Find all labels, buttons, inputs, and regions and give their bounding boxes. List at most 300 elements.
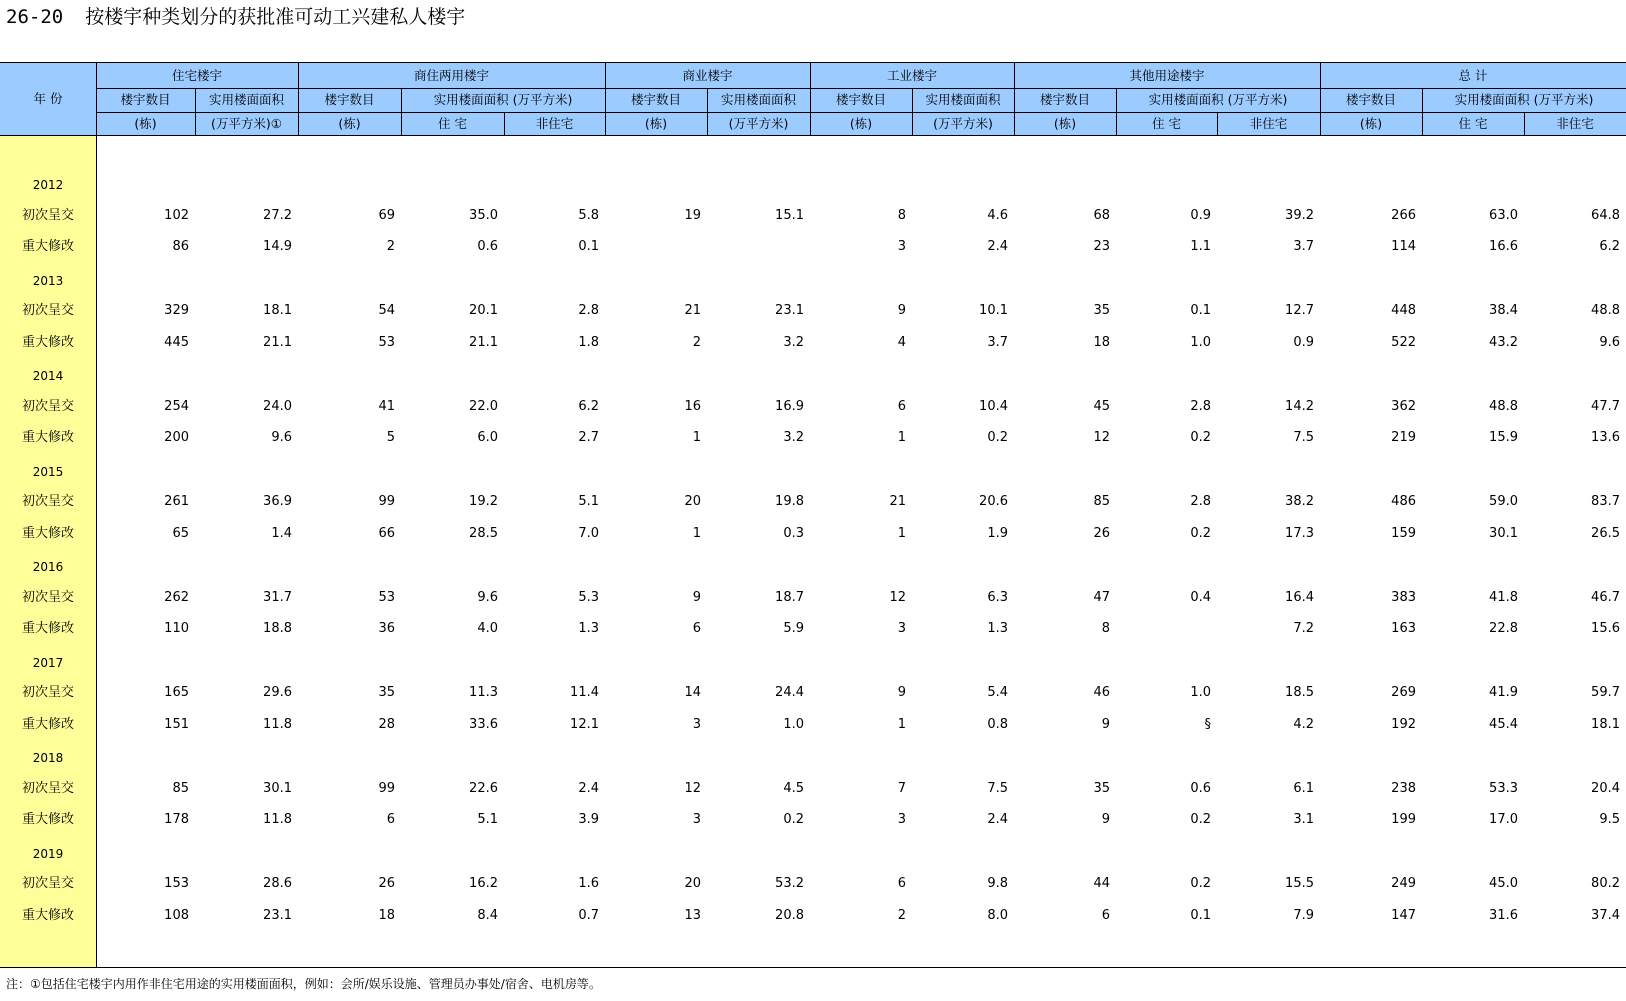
- table-cell: 15.1: [775, 207, 804, 223]
- table-cell: 0.2: [987, 430, 1008, 445]
- table-cell: 4.0: [477, 621, 498, 636]
- table-cell: 36.9: [263, 494, 292, 509]
- footnote: 注：①包括住宅楼宇内用作非住宅用途的实用楼面面积，例如：会所/娱乐设施、管理员办事处/宿舍、电机房等。: [6, 977, 601, 991]
- table-cell: 47.7: [1591, 398, 1620, 414]
- table-cell: 53.3: [1489, 780, 1518, 796]
- table-cell: 3: [897, 812, 906, 827]
- table-cell: 1.8: [578, 334, 599, 350]
- row-label-major: 重大修改: [21, 716, 74, 732]
- table-cell: 108: [164, 907, 189, 923]
- row-label-first: 初次呈交: [21, 303, 74, 318]
- table-cell: 2.7: [578, 430, 599, 445]
- year-label: 2018: [32, 751, 64, 765]
- row-label-first: 初次呈交: [21, 494, 74, 509]
- table-cell: 165: [164, 685, 189, 700]
- table-cell: 86: [172, 239, 189, 254]
- header-rule: [0, 135, 1626, 136]
- table-cell: 522: [1391, 334, 1416, 350]
- table-cell: 4: [897, 334, 906, 350]
- table-cell: 192: [1391, 716, 1416, 732]
- row-label-first: 初次呈交: [21, 876, 74, 891]
- table-cell: 59.7: [1591, 685, 1620, 700]
- header-count-label: 楼宇数目: [324, 92, 375, 107]
- table-cell: 28: [378, 716, 395, 732]
- table-cell: 114: [1391, 239, 1416, 254]
- table-cell: 53: [378, 334, 395, 350]
- table-cell: 1.3: [987, 621, 1008, 636]
- header-group-0: 住宅楼宇: [171, 67, 222, 83]
- table-cell: 9.5: [1599, 812, 1620, 827]
- row-label-major: 重大修改: [21, 239, 74, 254]
- table-cell: 12: [889, 589, 906, 605]
- table-cell: 7.0: [578, 525, 599, 541]
- table-cell: 44: [1093, 876, 1110, 891]
- table-cell: 6: [897, 876, 906, 891]
- row-label-major: 重大修改: [21, 621, 74, 636]
- table-cell: 19: [684, 207, 701, 223]
- header-count-unit: (栋): [1359, 115, 1383, 131]
- table-cell: 20: [684, 876, 701, 891]
- table-cell: 7.5: [1293, 430, 1314, 445]
- table-cell: 0.9: [1293, 334, 1314, 350]
- table-cell: 9: [897, 303, 906, 318]
- table-cell: 20.6: [979, 494, 1008, 509]
- header-area-split-label: 实用楼面面积 (万平方米): [433, 92, 573, 107]
- table-cell: 0.2: [1190, 525, 1211, 541]
- table-cell: 11.8: [263, 812, 292, 827]
- table-cell: 3: [692, 716, 701, 732]
- row-label-major: 重大修改: [21, 907, 74, 923]
- table-cell: 147: [1391, 907, 1416, 923]
- table-cell: 63.0: [1489, 207, 1518, 223]
- table-cell: 254: [164, 398, 189, 414]
- table-cell: 46.7: [1591, 589, 1620, 605]
- table-cell: 0.3: [783, 525, 804, 541]
- year-label: 2012: [32, 178, 64, 192]
- table-cell: 0.1: [1190, 907, 1211, 923]
- table-cell: 8: [1101, 621, 1110, 636]
- table-cell: 26: [378, 876, 395, 891]
- column-rule: [96, 63, 97, 967]
- table-cell: 20.1: [469, 303, 498, 318]
- table-cell: 2: [386, 239, 395, 254]
- table-cell: 1.9: [987, 525, 1008, 541]
- table-cell: 13: [684, 907, 701, 923]
- header-area-label: 实用楼面面积: [720, 92, 796, 107]
- table-cell: 0.9: [1190, 207, 1211, 223]
- header-count-unit: (栋): [338, 115, 361, 131]
- table-cell: 2: [692, 334, 701, 350]
- table-cell: 41: [378, 398, 395, 414]
- table-cell: 3: [897, 239, 906, 254]
- table-cell: 11.8: [263, 716, 292, 732]
- table-cell: 21: [889, 494, 906, 509]
- table-cell: 83.7: [1591, 494, 1620, 509]
- table-cell: 199: [1391, 812, 1416, 827]
- header-area-label: 实用楼面面积: [925, 92, 1001, 107]
- table-cell: 2.8: [1190, 494, 1211, 509]
- table-cell: 1: [897, 430, 906, 445]
- table-cell: 65: [172, 525, 189, 541]
- table-cell: 6.2: [578, 398, 599, 414]
- table-cell: 23: [1093, 239, 1110, 254]
- table-cell: 53: [378, 589, 395, 605]
- table-cell: 7.5: [987, 780, 1008, 796]
- header-residential: 住 宅: [1152, 115, 1181, 131]
- header-group-5: 总 计: [1458, 67, 1488, 83]
- table-cell: 28.5: [469, 525, 498, 541]
- table-cell: 9: [1101, 812, 1110, 827]
- table-cell: 2: [897, 907, 906, 923]
- header-count-unit: (栋): [849, 115, 873, 131]
- table-cell: 20.4: [1591, 780, 1620, 796]
- row-label-first: 初次呈交: [21, 398, 74, 414]
- table-cell: 28.6: [263, 876, 292, 891]
- table-cell: 6.2: [1599, 239, 1620, 254]
- table-cell: 26.5: [1591, 525, 1620, 541]
- table-cell: 21.1: [263, 334, 292, 350]
- table-cell: 69: [378, 207, 395, 223]
- table-cell: 21.1: [469, 334, 498, 350]
- table-cell: 23.1: [263, 907, 292, 923]
- table-cell: 41.9: [1489, 685, 1518, 700]
- table-cell: 445: [164, 334, 189, 350]
- year-label: 2019: [32, 846, 64, 861]
- table-cell: 8.4: [477, 907, 498, 923]
- table-cell: 1: [692, 430, 701, 445]
- table-cell: 22.0: [469, 398, 498, 414]
- table-cell: 35: [1093, 303, 1110, 318]
- table-cell: 18.1: [1591, 716, 1620, 732]
- table-cell: 448: [1391, 303, 1416, 318]
- table-cell: 0.2: [1190, 876, 1211, 891]
- row-label-major: 重大修改: [21, 430, 74, 445]
- table-cell: 12: [1093, 430, 1110, 445]
- table-cell: 151: [164, 716, 189, 732]
- table-cell: 68: [1093, 207, 1110, 223]
- table-cell: 362: [1391, 398, 1416, 414]
- table-cell: 9: [692, 589, 701, 605]
- table-cell: 54: [378, 303, 395, 318]
- table-cell: 153: [164, 876, 189, 891]
- table-cell: 24.4: [775, 685, 804, 700]
- table-cell: 46: [1093, 685, 1110, 700]
- table-cell: 43.2: [1489, 334, 1518, 350]
- table-cell: 18: [1093, 334, 1110, 350]
- table-cell: 3.7: [987, 334, 1008, 350]
- header-group-1: 商住两用楼宇: [413, 67, 489, 83]
- table-cell: 12.7: [1285, 303, 1314, 318]
- header-group-2: 商业楼宇: [682, 67, 733, 83]
- table-cell: 48.8: [1489, 398, 1518, 414]
- table-cell: 7.2: [1293, 621, 1314, 636]
- table-cell: 18: [378, 907, 395, 923]
- header-residential: 住 宅: [438, 115, 467, 131]
- table-cell: 16.2: [469, 876, 498, 891]
- table-cell: 2.8: [578, 303, 599, 318]
- table-cell: 6: [692, 621, 701, 636]
- table-cell: 486: [1391, 494, 1416, 509]
- table-cell: 178: [164, 812, 189, 827]
- table-cell: 59.0: [1489, 494, 1518, 509]
- table-cell: 9.6: [1599, 334, 1620, 350]
- table-cell: 0.2: [1190, 430, 1211, 445]
- table-cell: 0.4: [1190, 589, 1211, 605]
- table-cell: 47: [1093, 589, 1110, 605]
- table-cell: 18.1: [263, 303, 292, 318]
- table-cell: 85: [172, 780, 189, 796]
- header-count-label: 楼宇数目: [1345, 92, 1396, 107]
- table-cell: 38.2: [1285, 494, 1314, 509]
- table-cell: 200: [164, 430, 189, 445]
- table-cell: 9.6: [477, 589, 498, 605]
- table-cell: 41.8: [1489, 589, 1518, 605]
- table-cell: 3.2: [783, 430, 804, 445]
- header-group-4: 其他用途楼宇: [1129, 67, 1205, 83]
- table-cell: 6.3: [987, 589, 1008, 605]
- table-cell: 35: [1093, 780, 1110, 796]
- table-cell: 27.2: [263, 207, 292, 223]
- table-cell: 0.8: [987, 716, 1008, 732]
- table-cell: 1: [897, 716, 906, 732]
- row-label-first: 初次呈交: [21, 780, 74, 796]
- table-cell: 269: [1391, 685, 1416, 700]
- table-cell: 16.6: [1489, 239, 1518, 254]
- table-cell: 48.8: [1591, 303, 1620, 318]
- table-cell: 29.6: [263, 685, 292, 700]
- table-cell: 1.0: [1190, 334, 1211, 350]
- table-cell: 38.4: [1489, 303, 1518, 318]
- table-cell: 14.9: [263, 239, 292, 254]
- table-cell: 5.1: [477, 812, 498, 827]
- table-cell: 4.2: [1293, 716, 1314, 732]
- table-cell: 21: [684, 303, 701, 318]
- table-cell: 110: [164, 621, 189, 636]
- table-cell: 15.6: [1591, 621, 1620, 636]
- table-cell: 35.0: [469, 207, 498, 223]
- header-count-label: 楼宇数目: [630, 92, 681, 107]
- year-label: 2013: [32, 273, 64, 288]
- year-column-band: [0, 135, 96, 967]
- header-count-label: 楼宇数目: [835, 92, 886, 107]
- table-cell: 45: [1093, 398, 1110, 414]
- table-cell: 261: [164, 494, 189, 509]
- header-group-3: 工业楼宇: [886, 67, 937, 83]
- table-cell: 10.4: [979, 398, 1008, 414]
- header-non-residential: 非住宅: [535, 115, 574, 131]
- row-label-major: 重大修改: [21, 334, 74, 350]
- table-cell: 102: [164, 207, 189, 223]
- table-cell: 85: [1093, 494, 1110, 509]
- table-title: 按楼宇种类划分的获批准可动工兴建私人楼宇: [85, 6, 466, 28]
- table-cell: 266: [1391, 207, 1416, 223]
- table-cell: 5.8: [578, 207, 599, 223]
- table-cell: 16: [684, 398, 701, 414]
- table-cell: 8: [897, 207, 906, 223]
- year-label: 2017: [32, 655, 64, 670]
- table-cell: 19.2: [469, 494, 498, 509]
- table-cell: 14.2: [1285, 398, 1314, 414]
- table-cell: 24.0: [263, 398, 292, 414]
- table-cell: 22.8: [1489, 621, 1518, 636]
- table-cell: 0.7: [578, 907, 599, 923]
- header-count-unit: (栋): [134, 115, 157, 131]
- table-cell: 1: [692, 525, 701, 541]
- table-code: 26-20: [6, 6, 64, 28]
- row-label-major: 重大修改: [21, 525, 74, 541]
- row-label-first: 初次呈交: [21, 589, 74, 605]
- table-cell: 37.4: [1591, 907, 1620, 923]
- table-cell: 383: [1391, 589, 1416, 605]
- table-cell: 5.4: [987, 685, 1008, 700]
- table-cell: 14: [684, 685, 701, 700]
- table-cell: 0.2: [783, 812, 804, 827]
- table-cell: 23.1: [775, 303, 804, 318]
- table-cell: 10.1: [979, 303, 1008, 318]
- table-cell: 30.1: [263, 780, 292, 796]
- table-cell: 33.6: [469, 716, 498, 732]
- header-count-unit: (栋): [1053, 115, 1077, 131]
- header-non-residential: 非住宅: [1249, 115, 1288, 131]
- table-cell: 7: [897, 780, 906, 796]
- table-cell: 6: [386, 812, 395, 827]
- table-cell: 53.2: [775, 876, 804, 891]
- row-label-first: 初次呈交: [21, 685, 74, 700]
- table-cell: 7.9: [1293, 907, 1314, 923]
- header-area-unit: (万平方米): [933, 115, 993, 131]
- table-cell: 11.4: [570, 685, 599, 700]
- table-cell: 238: [1391, 780, 1416, 796]
- table-cell: 0.1: [1190, 303, 1211, 318]
- table-cell: 99: [378, 780, 395, 796]
- table-cell: 6: [1101, 907, 1110, 923]
- table-cell: 30.1: [1489, 525, 1518, 541]
- header-rule: [96, 112, 1626, 113]
- table-cell: 219: [1391, 430, 1416, 445]
- table-cell: 2.4: [987, 812, 1008, 827]
- table-cell: 35: [378, 685, 395, 700]
- table-cell: 18.8: [263, 621, 292, 636]
- table-cell: 6: [897, 398, 906, 414]
- table-cell: 1.0: [783, 716, 804, 732]
- table-cell: 45.0: [1489, 876, 1518, 891]
- table-cell: 80.2: [1591, 876, 1620, 891]
- table-cell: 20.8: [775, 907, 804, 923]
- table-cell: 18.7: [775, 589, 804, 605]
- table-cell: 66: [378, 525, 395, 541]
- table-cell: 2.8: [1190, 398, 1211, 414]
- table-cell: 4.5: [783, 780, 804, 796]
- table-cell: 1.1: [1190, 239, 1211, 254]
- header-non-residential: 非住宅: [1556, 115, 1594, 131]
- table-cell: 3.9: [578, 812, 599, 827]
- table-cell: 0.6: [1190, 780, 1211, 796]
- table-cell: 18.5: [1285, 685, 1314, 700]
- table-cell: 26: [1093, 525, 1110, 541]
- page-title: [6, 4, 465, 30]
- table-cell: 1: [897, 525, 906, 541]
- table-cell: 9: [1101, 716, 1110, 732]
- table-cell: 9: [897, 685, 906, 700]
- table-cell: 3.7: [1293, 239, 1314, 254]
- table-cell: 6.0: [477, 430, 498, 445]
- table-cell: 5.1: [578, 494, 599, 509]
- table-cell: 39.2: [1285, 207, 1314, 223]
- table-cell: 6.1: [1293, 780, 1314, 796]
- table-cell: 17.3: [1285, 525, 1314, 541]
- row-label-first: 初次呈交: [21, 207, 74, 223]
- table-cell: 8.0: [987, 907, 1008, 923]
- table-cell: 3: [692, 812, 701, 827]
- table-cell: 5.3: [578, 589, 599, 605]
- table-cell: §: [1204, 716, 1211, 732]
- table-cell: 2.4: [987, 239, 1008, 254]
- table-cell: 16.4: [1285, 589, 1314, 605]
- table-cell: 329: [164, 303, 189, 318]
- table-cell: 1.6: [578, 876, 599, 891]
- header-year: 年 份: [33, 91, 63, 106]
- table-cell: 0.2: [1190, 812, 1211, 827]
- header-area-unit: (万平方米): [728, 115, 789, 131]
- table-cell: 64.8: [1591, 207, 1620, 223]
- table-cell: 5.9: [783, 621, 804, 636]
- table-cell: 9.6: [271, 430, 292, 445]
- header-rule: [96, 88, 1626, 89]
- header-area-label: 实用楼面面积: [208, 92, 284, 107]
- table-cell: 3: [897, 621, 906, 636]
- header-count-label: 楼宇数目: [1039, 92, 1090, 107]
- table-cell: 0.1: [578, 239, 599, 254]
- table-cell: 99: [378, 494, 395, 509]
- table-bottom-rule: [0, 967, 1626, 968]
- year-label: 2015: [32, 464, 64, 479]
- table-cell: 15.5: [1285, 876, 1314, 891]
- table-cell: 19.8: [775, 494, 804, 509]
- table-cell: 11.3: [469, 685, 498, 700]
- table-cell: 3.2: [783, 334, 804, 350]
- table-cell: 20: [684, 494, 701, 509]
- table-cell: 1.4: [271, 525, 292, 541]
- table-cell: 9.8: [987, 876, 1008, 891]
- header-area-unit: (万平方米)①: [211, 115, 282, 131]
- table-cell: 159: [1391, 525, 1416, 541]
- table-cell: 249: [1391, 876, 1416, 891]
- table-cell: 4.6: [987, 207, 1008, 223]
- table-cell: 13.6: [1591, 430, 1620, 445]
- header-area-split-label: 实用楼面面积 (万平方米): [1454, 92, 1594, 107]
- header-count-unit: (栋): [644, 115, 668, 131]
- table-cell: 262: [164, 589, 189, 605]
- table-cell: 0.6: [477, 239, 498, 254]
- table-cell: 12: [684, 780, 701, 796]
- table-cell: 3.1: [1293, 812, 1314, 827]
- table-cell: 45.4: [1489, 716, 1518, 732]
- year-label: 2014: [32, 369, 64, 383]
- header-area-split-label: 实用楼面面积 (万平方米): [1148, 92, 1288, 107]
- table-cell: 31.7: [263, 589, 292, 605]
- table-cell: 16.9: [775, 398, 804, 414]
- table-cell: 22.6: [469, 780, 498, 796]
- year-label: 2016: [32, 560, 64, 574]
- table-cell: 1.3: [578, 621, 599, 636]
- row-label-major: 重大修改: [21, 812, 74, 827]
- table-cell: 2.4: [578, 780, 599, 796]
- table-cell: 1.0: [1190, 685, 1211, 700]
- table-cell: 163: [1391, 621, 1416, 636]
- table-cell: 36: [378, 621, 395, 636]
- table-cell: 17.0: [1489, 812, 1518, 827]
- header-count-label: 楼宇数目: [120, 92, 171, 107]
